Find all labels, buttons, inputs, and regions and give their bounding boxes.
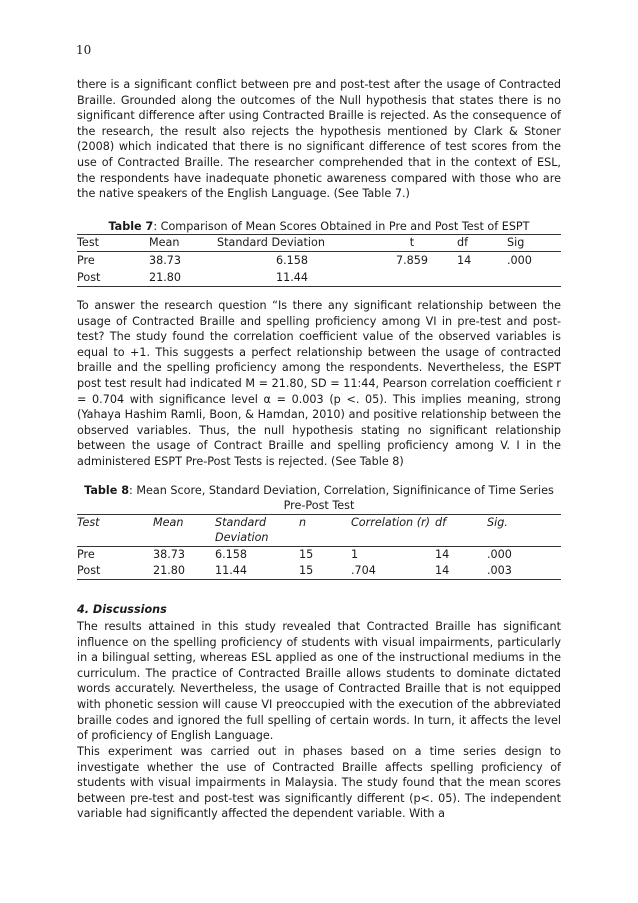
- table-cell: 21.80: [153, 563, 215, 580]
- table-cell: [367, 269, 457, 287]
- paragraph-discussion-experiment: This experiment was carried out in phases based on a time series design to investigate whether the use of Contracted Braille affects spelling proficiency of students with visual impairments in Malaysia. The study found that the mean scores between pre-test and post-test was significantly different (p<. 05). The independent variable had significantly affected the dependent variable. With a: [77, 745, 561, 821]
- table-cell: [457, 269, 507, 287]
- table-cell: 14: [457, 254, 472, 267]
- table7-header: Mean: [149, 235, 217, 252]
- table-cell: 7.859: [395, 254, 429, 267]
- table7-label: Table 7: [108, 220, 154, 233]
- table-row: [77, 269, 561, 287]
- table-cell: .003: [487, 563, 561, 580]
- table7-caption-text: : Comparison of Mean Scores Obtained in Pre and Post Test of ESPT: [153, 220, 530, 233]
- table-cell: Post: [77, 269, 149, 287]
- table8-caption-text: : Mean Score, Standard Deviation, Correlation, Signifinicance of Time Series Pre-Post Test: [129, 484, 554, 512]
- table-cell: 15: [299, 563, 351, 580]
- table-cell: 11.44: [217, 269, 367, 287]
- table-cell: Pre: [77, 254, 95, 267]
- table8: [77, 514, 561, 580]
- table-cell: Pre: [77, 548, 95, 561]
- table7-header: Standard Deviation: [217, 235, 367, 252]
- table-cell: 14: [435, 548, 450, 561]
- table-cell: 11.44: [215, 563, 299, 580]
- table8-header: Test: [77, 515, 153, 547]
- table-cell: 38.73: [153, 548, 186, 561]
- table-cell: 38.73: [149, 254, 182, 267]
- table-cell: 21.80: [149, 269, 217, 287]
- table-cell: .000: [487, 548, 512, 561]
- table-cell: 6.158: [215, 548, 248, 561]
- table8-header: Mean: [153, 515, 215, 547]
- table-cell: 1: [351, 548, 359, 561]
- table-cell: 15: [299, 548, 314, 561]
- table8-header: Sig.: [487, 515, 561, 547]
- table-cell: 14: [435, 563, 487, 580]
- table7-header-row: [77, 235, 561, 252]
- table-row: [77, 252, 561, 270]
- paragraph-discussion-results: The results attained in this study revealed that Contracted Braille has significant influence on the spelling proficiency of students with visual impairments, particularly in a bilingual setting, whereas ESL applied as one of the instructional mediums in the curriculum. The practice of Contracted Braille allows students to dominate dictated words accurately. Nevertheless, the usage of Contracted Braille that is not equipped with phonetic session will cause VI preoccupied with the execution of the abbreviated braille codes and ignored the full spelling of certain words. In turn, it affects the level of proficiency of English Language.: [77, 620, 561, 743]
- table-row: [77, 547, 561, 564]
- table8-caption: [77, 483, 561, 513]
- table7-header: Sig: [507, 235, 561, 252]
- table8-label: Table 8: [84, 484, 130, 497]
- table7-header: df: [457, 235, 507, 252]
- table8-header: n: [299, 515, 351, 547]
- table-cell: .000: [507, 254, 532, 267]
- table7-caption: [77, 219, 561, 234]
- table7: [77, 234, 561, 287]
- table-cell: 6.158: [275, 254, 309, 267]
- table8-header: df: [435, 515, 487, 547]
- table7-header: t: [367, 235, 457, 252]
- section-heading-discussions: 4. Discussions: [77, 603, 167, 616]
- table7-header: Test: [77, 235, 149, 252]
- page-number: 10: [76, 43, 92, 57]
- table-cell: .704: [351, 563, 435, 580]
- table-cell: Post: [77, 563, 153, 580]
- table8-header: Correlation (r): [351, 515, 435, 547]
- table8-header: Standard Deviation: [215, 515, 299, 547]
- table8-header-row: [77, 515, 561, 547]
- table-cell: [507, 269, 561, 287]
- paragraph-research-question: To answer the research question “Is there any significant relationship between the usage of Contracted Braille and spelling proficiency among VI in pre-test and post-test? The study found the correlation coefficient value of the observed variables is equal to +1. This suggests a perfect relationship between the usage of contracted braille and the spelling proficiency among the respondents. Nevertheless, the ESPT post test result had indicated M = 21.80, SD = 11:44, Pearson correlation coefficient r = 0.704 with significance level α = 0.003 (p <. 05). This implies meaning, strong (Yahaya Hashim Ramli, Boon, & Hamdan, 2010) and positive relationship between the observed variables. Thus, the null hypothesis stating no significant relationship between the usage of Contract Braille and spelling proficiency among V. I in the administered ESPT Pre-Post Tests is rejected. (See Table 8): [77, 299, 561, 468]
- table-row: [77, 563, 561, 580]
- paragraph-conclusion-hypothesis: there is a significant conflict between pre and post-test after the usage of Contracted Braille. Grounded along the outcomes of the Null hypothesis that states there is no significant difference after using Contracted Braille is rejected. As the consequence of the research, the result also rejects the hypothesis mentioned by Clark & Stoner (2008) which indicated that there is no significant difference of test scores from the use of Contracted Braille. The researcher comprehended that in the context of ESL, the respondents have inadequate phonetic awareness compared with those who are the native speakers of the English Language. (See Table 7.): [77, 78, 561, 201]
